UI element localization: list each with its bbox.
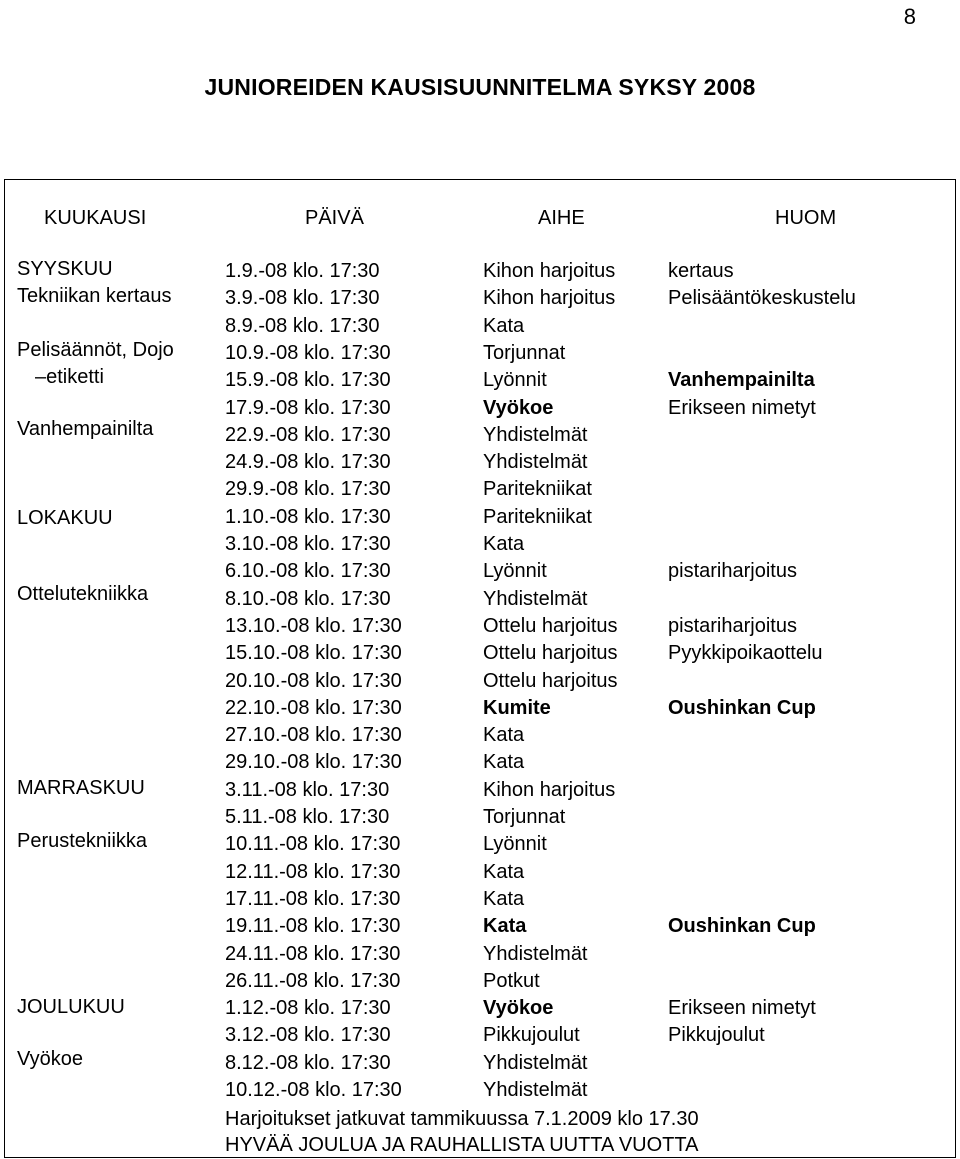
row-topic: Paritekniikat	[483, 506, 592, 528]
section-label: Vyökoe	[17, 1048, 83, 1070]
row-date: 12.11.-08 klo. 17:30	[225, 861, 401, 883]
header-month: KUUKAUSI	[44, 207, 147, 229]
row-date: 17.11.-08 klo. 17:30	[225, 888, 401, 910]
row-date: 6.10.-08 klo. 17:30	[225, 560, 391, 582]
row-date: 19.11.-08 klo. 17:30	[225, 915, 401, 937]
row-topic: Kihon harjoitus	[483, 287, 616, 309]
row-topic: Lyönnit	[483, 369, 547, 391]
row-date: 27.10.-08 klo. 17:30	[225, 724, 402, 746]
row-date: 8.9.-08 klo. 17:30	[225, 315, 380, 337]
section-label: Perustekniikka	[17, 830, 148, 852]
footer-line-2: HYVÄÄ JOULUA JA RAUHALLISTA UUTTA VUOTTA	[225, 1134, 699, 1156]
section-label: Pelisäännöt, Dojo	[17, 339, 174, 361]
section-label: –etiketti	[35, 366, 104, 388]
row-topic: Lyönnit	[483, 560, 547, 582]
section-label: MARRASKUU	[17, 777, 145, 799]
row-note: kertaus	[668, 260, 734, 282]
row-topic: Yhdistelmät	[483, 451, 588, 473]
row-date: 29.10.-08 klo. 17:30	[225, 751, 402, 773]
row-date: 10.12.-08 klo. 17:30	[225, 1079, 402, 1101]
row-date: 17.9.-08 klo. 17:30	[225, 397, 391, 419]
row-topic: Ottelu harjoitus	[483, 642, 618, 664]
row-date: 10.9.-08 klo. 17:30	[225, 342, 391, 364]
row-topic: Kata	[483, 724, 525, 746]
row-topic: Ottelu harjoitus	[483, 615, 618, 637]
row-date: 3.11.-08 klo. 17:30	[225, 779, 390, 801]
row-topic: Kihon harjoitus	[483, 260, 616, 282]
row-topic: Kata	[483, 533, 525, 555]
row-date: 20.10.-08 klo. 17:30	[225, 670, 402, 692]
row-topic: Kata	[483, 861, 525, 883]
row-topic: Yhdistelmät	[483, 588, 588, 610]
row-topic: Kumite	[483, 697, 551, 719]
header-topic: AIHE	[538, 207, 585, 229]
document-title: JUNIOREIDEN KAUSISUUNNITELMA SYKSY 2008	[204, 74, 756, 100]
row-topic: Yhdistelmät	[483, 424, 588, 446]
footer-line-1: Harjoitukset jatkuvat tammikuussa 7.1.2009 klo 17.30	[225, 1108, 699, 1130]
row-topic: Yhdistelmät	[483, 1079, 588, 1101]
header-day: PÄIVÄ	[305, 207, 364, 229]
row-date: 3.12.-08 klo. 17:30	[225, 1024, 391, 1046]
row-topic: Potkut	[483, 970, 540, 992]
row-topic: Ottelu harjoitus	[483, 670, 618, 692]
row-topic: Kata	[483, 888, 525, 910]
section-label: Tekniikan kertaus	[17, 285, 172, 307]
row-note: Pikkujoulut	[668, 1024, 765, 1046]
row-topic: Torjunnat	[483, 806, 566, 828]
row-topic: Yhdistelmät	[483, 943, 588, 965]
row-topic: Torjunnat	[483, 342, 566, 364]
row-topic: Kihon harjoitus	[483, 779, 616, 801]
row-note: pistariharjoitus	[668, 615, 797, 637]
row-topic: Pikkujoulut	[483, 1024, 580, 1046]
row-date: 29.9.-08 klo. 17:30	[225, 478, 391, 500]
row-date: 1.12.-08 klo. 17:30	[225, 997, 391, 1019]
row-topic: Paritekniikat	[483, 478, 592, 500]
row-date: 3.9.-08 klo. 17:30	[225, 287, 380, 309]
row-note: Oushinkan Cup	[668, 915, 816, 937]
row-topic: Yhdistelmät	[483, 1052, 588, 1074]
row-date: 22.9.-08 klo. 17:30	[225, 424, 391, 446]
row-date: 1.9.-08 klo. 17:30	[225, 260, 380, 282]
row-date: 10.11.-08 klo. 17:30	[225, 833, 401, 855]
row-topic: Kata	[483, 315, 525, 337]
row-note: Oushinkan Cup	[668, 697, 816, 719]
row-date: 15.9.-08 klo. 17:30	[225, 369, 391, 391]
row-topic: Vyökoe	[483, 397, 554, 419]
row-topic: Kata	[483, 915, 527, 937]
section-label: Vanhempainilta	[17, 418, 154, 440]
row-date: 13.10.-08 klo. 17:30	[225, 615, 402, 637]
row-topic: Kata	[483, 751, 525, 773]
row-date: 3.10.-08 klo. 17:30	[225, 533, 391, 555]
row-date: 1.10.-08 klo. 17:30	[225, 506, 391, 528]
row-date: 8.12.-08 klo. 17:30	[225, 1052, 391, 1074]
row-date: 22.10.-08 klo. 17:30	[225, 697, 402, 719]
row-note: Erikseen nimetyt	[668, 997, 816, 1019]
section-label: Ottelutekniikka	[17, 583, 149, 605]
row-note: Vanhempainilta	[668, 369, 815, 391]
row-date: 8.10.-08 klo. 17:30	[225, 588, 391, 610]
section-label: LOKAKUU	[17, 507, 113, 529]
section-label: JOULUKUU	[17, 996, 125, 1018]
row-date: 24.9.-08 klo. 17:30	[225, 451, 391, 473]
row-date: 24.11.-08 klo. 17:30	[225, 943, 401, 965]
row-note: Pyykkipoikaottelu	[668, 642, 823, 664]
row-date: 26.11.-08 klo. 17:30	[225, 970, 401, 992]
row-topic: Lyönnit	[483, 833, 547, 855]
row-date: 5.11.-08 klo. 17:30	[225, 806, 390, 828]
row-topic: Vyökoe	[483, 997, 554, 1019]
section-label: SYYSKUU	[17, 258, 113, 280]
row-note: pistariharjoitus	[668, 560, 797, 582]
page-number: 8	[903, 4, 916, 29]
row-note: Erikseen nimetyt	[668, 397, 816, 419]
row-note: Pelisääntökeskustelu	[668, 287, 856, 309]
row-date: 15.10.-08 klo. 17:30	[225, 642, 402, 664]
header-note: HUOM	[775, 207, 837, 229]
